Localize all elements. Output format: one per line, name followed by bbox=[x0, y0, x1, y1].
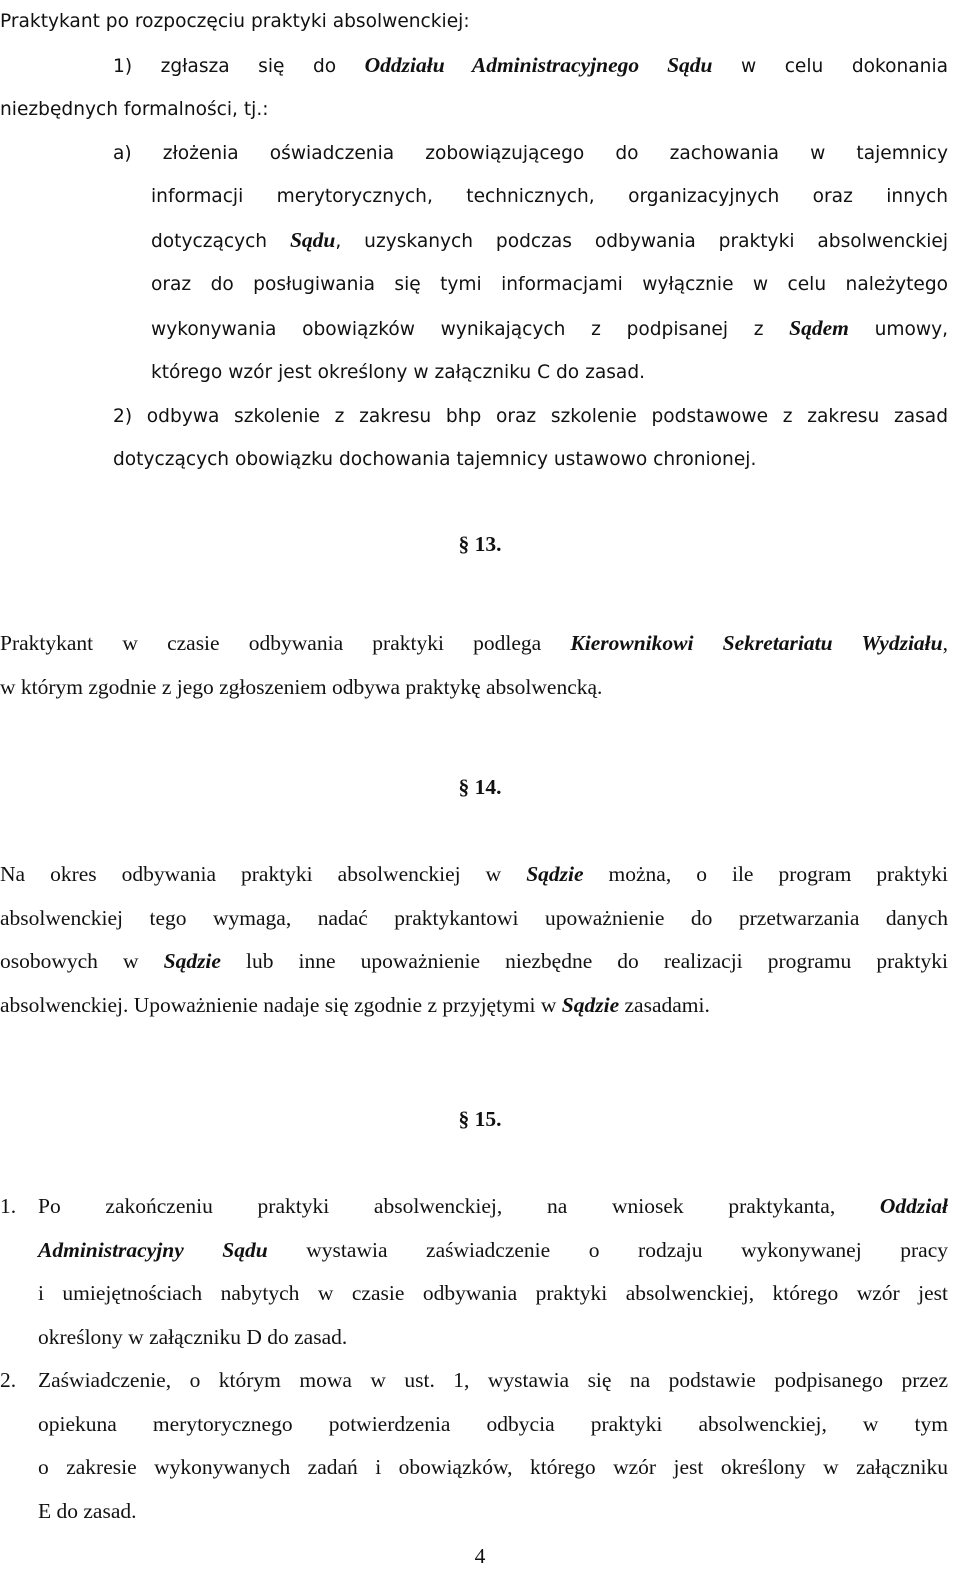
section-15-para-2-number: 2. bbox=[0, 1368, 17, 1392]
intro-item-2-cont bbox=[113, 438, 948, 482]
intro-item-1-line-1: 1) zgłasza się do Oddziału Administracyjnego Sądu w celu dokonania bbox=[113, 52, 949, 77]
section-14-body bbox=[0, 853, 948, 1027]
section-14-line-4: absolwenckiej. Upoważnienie nadaje się zgodnie z przyjętymi w Sądzie zasadami. bbox=[0, 992, 710, 1017]
intro-item-1-line-2: niezbędnych formalności, tj.: bbox=[0, 99, 269, 120]
section-15-para-1-line-2: Administracyjny Sądu wystawia zaświadczenie o rodzaju wykonywanej pracy bbox=[38, 1237, 948, 1262]
intro-item-a-line-4: oraz do posługiwania się tymi informacjami wyłącznie w celu należytego bbox=[151, 274, 948, 295]
intro-item-a-line-2: informacji merytorycznych, technicznych, organizacyjnych oraz innych bbox=[151, 186, 948, 207]
section-14-line-3: osobowych w Sądzie lub inne upoważnienie niezbędne do realizacji programu praktyki bbox=[0, 949, 949, 973]
section-14-line-2: absolwenckiej tego wymaga, nadać praktykantowi upoważnienie do przetwarzania danych bbox=[0, 905, 948, 930]
section-13-line-1: Praktykant w czasie odbywania praktyki podlega Kierownikowi Sekretariatu Wydziału, bbox=[0, 631, 948, 655]
section-15-para-2-line-2: opiekuna merytorycznego potwierdzenia odbycia praktyki absolwenckiej, w tym bbox=[38, 1411, 948, 1436]
section-13-line-2: w którym zgodnie z jego zgłoszeniem odbywa praktykę absolwencką. bbox=[0, 674, 603, 699]
section-13-body bbox=[0, 622, 948, 709]
section-15-para-1-line-3: i umiejętnościach nabytych w czasie odbywania praktyki absolwenckiej, którego wzór jest bbox=[38, 1281, 948, 1305]
section-13-heading: § 13. bbox=[458, 532, 502, 556]
intro-section bbox=[0, 0, 960, 482]
intro-item-2-line-2: dotyczących obowiązku dochowania tajemnicy ustawowo chronionej. bbox=[113, 449, 757, 470]
page-number: 4 bbox=[474, 1544, 486, 1568]
intro-item-2-line-1: 2) odbywa szkolenie z zakresu bhp oraz szkolenie podstawowe z zakresu zasad bbox=[113, 405, 948, 427]
section-15-para-1-line-4: określony w załączniku D do zasad. bbox=[38, 1324, 348, 1349]
intro-item-a-body bbox=[151, 175, 948, 395]
intro-item-2 bbox=[113, 395, 948, 439]
intro-heading: Praktykant po rozpoczęciu praktyki absolwenckiej: bbox=[0, 11, 470, 32]
intro-item-1 bbox=[113, 44, 948, 89]
section-15-para-2-line-1: Zaświadczenie, o którym mowa w ust. 1, wystawia się na podstawie podpisanego przez bbox=[38, 1368, 948, 1392]
section-15-para-2-text bbox=[38, 1359, 948, 1533]
section-15-para-2-line-4: E do zasad. bbox=[38, 1498, 137, 1523]
intro-item-a bbox=[113, 132, 948, 176]
section-15-para-1-number: 1. bbox=[0, 1194, 17, 1218]
section-15-heading: § 15. bbox=[458, 1107, 502, 1131]
intro-item-a-line-6: którego wzór jest określony w załączniku C do zasad. bbox=[151, 362, 646, 383]
section-15-para-2 bbox=[0, 1359, 948, 1533]
section-15-para-1 bbox=[0, 1185, 948, 1359]
intro-item-a-line-1: a) złożenia oświadczenia zobowiązującego do zachowania w tajemnicy bbox=[113, 142, 948, 164]
section-15-para-1-line-1: Po zakończeniu praktyki absolwenckiej, na wniosek praktykanta, Oddział bbox=[38, 1194, 948, 1218]
intro-item-a-line-5: wykonywania obowiązków wynikających z podpisanej z Sądem umowy, bbox=[151, 315, 949, 340]
section-15-para-2-line-3: o zakresie wykonywanych zadań i obowiązków, którego wzór jest określony w załączniku bbox=[38, 1455, 948, 1479]
intro-item-a-line-3: dotyczących Sądu, uzyskanych podczas odbywania praktyki absolwenckiej bbox=[151, 227, 948, 252]
section-15-para-1-text bbox=[38, 1185, 948, 1359]
section-14-line-1: Na okres odbywania praktyki absolwenckiej w Sądzie można, o ile program praktyki bbox=[0, 862, 948, 886]
section-14-heading: § 14. bbox=[458, 775, 502, 799]
